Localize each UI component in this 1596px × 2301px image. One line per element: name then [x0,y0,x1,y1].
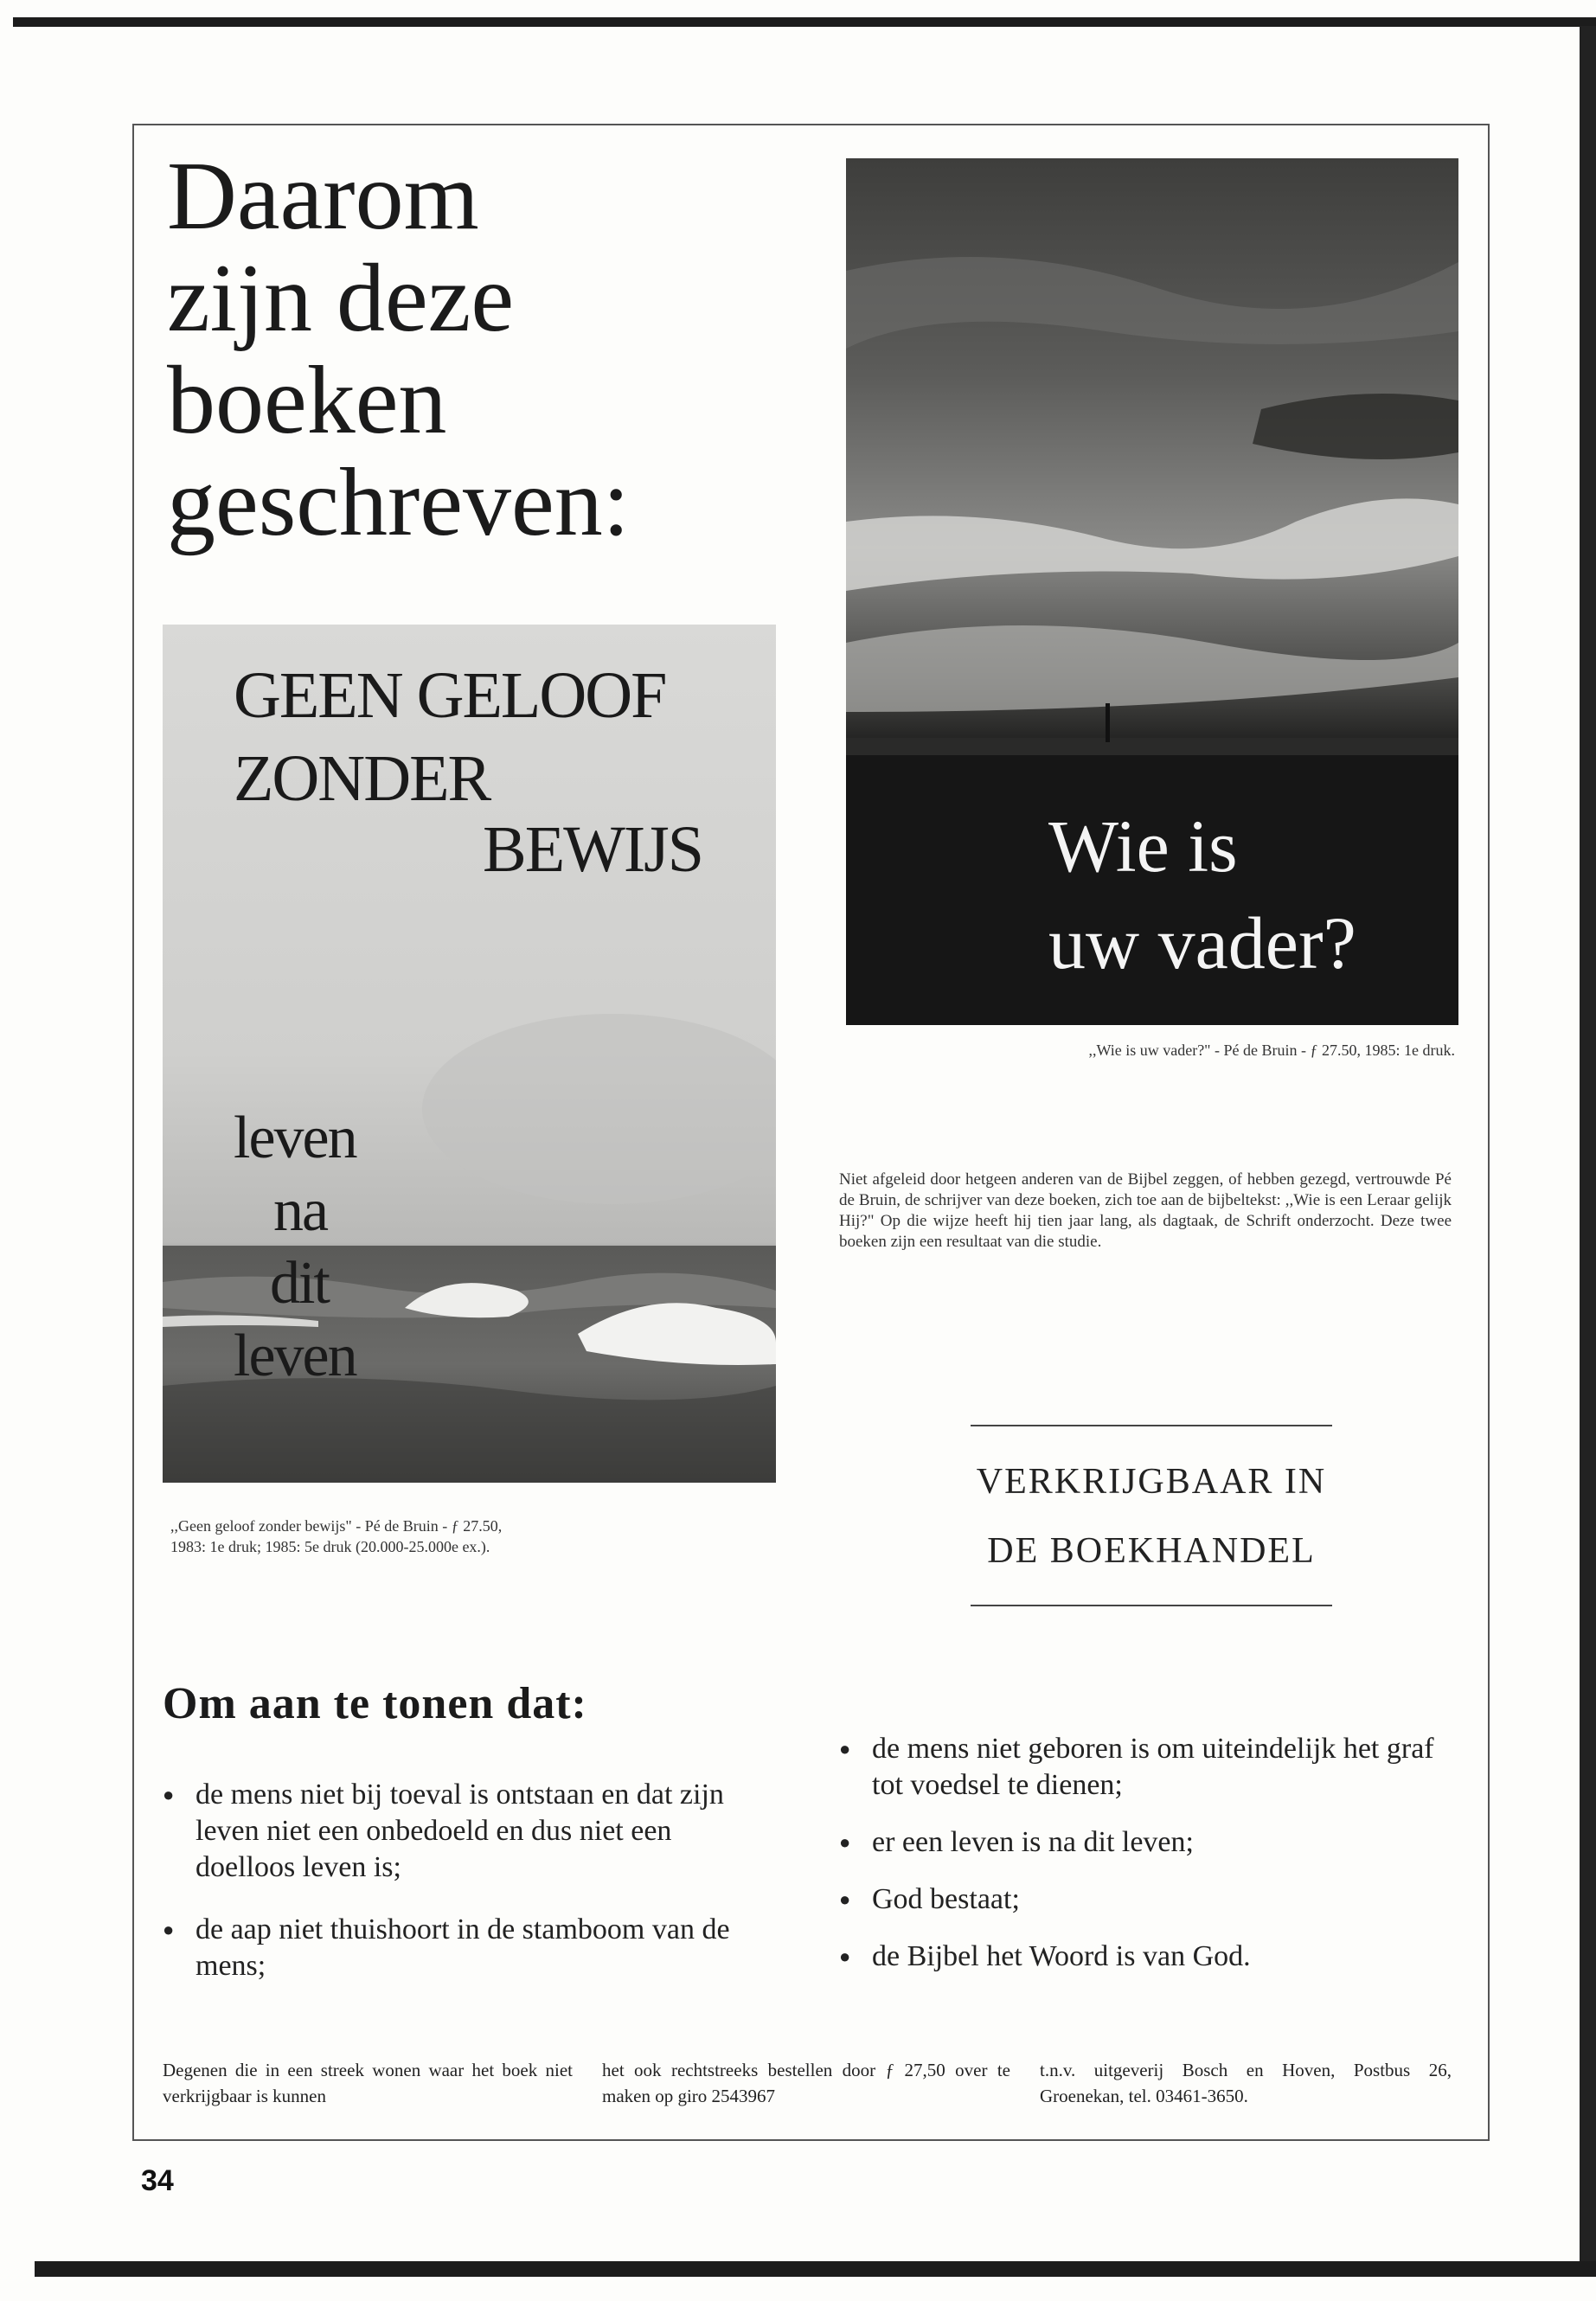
bullet-item: ● God bestaat; [839,1881,1453,1918]
bottom-rule [35,2261,1596,2277]
caption-right: ,,Wie is uw vader?" - Pé de Bruin - ƒ 27.50, 1985: 1e druk. [1088,1042,1455,1059]
headline-line: geschreven: [167,449,630,556]
availability-line: VERKRIJGBAAR IN [976,1462,1327,1502]
cover-subtitle-line: dit [270,1250,329,1317]
bullet-item: ● de mens niet geboren is om uiteindelijk het graf tot voedsel te dienen; [839,1731,1453,1804]
cover-subtitle-line: leven [234,1105,356,1171]
order-info-column: het ook rechtstreeks bestellen door ƒ 27,50 over te maken op giro 2543967 [602,2060,1010,2106]
bullet-item: ● er een leven is na dit leven; [839,1824,1453,1861]
description-paragraph: Niet afgeleid door hetgeen anderen van de Bijbel zeggen, of hebben gezegd, vertrouwde Pé de Bruin, de schrijver van deze boeken, zich toe aan de bijbeltekst: ,,Wie is een Leraar gelijk Hij?" Op die wijze heeft hij tien jaar lang, als dagtaak, de Schrift onderzocht. Deze twee boeken zijn een resultaat van die studie. [839,1170,1452,1251]
cover-title-line: GEEN GELOOF [234,659,666,732]
headline [167,145,630,554]
cover-title-line: uw vader? [1048,901,1356,984]
headline-line: Daarom [167,143,479,250]
caption-line: ,,Geen geloof zonder bewijs" - Pé de Bruin - ƒ 27.50, [170,1517,503,1535]
caption-left [170,1516,502,1557]
cover-title-line: ZONDER [234,742,490,815]
page-number: 34 [141,2164,174,2197]
cover-title-line: BEWIJS [483,813,702,886]
availability-line: DE BOEKHANDEL [987,1531,1316,1571]
bullet-list-right [839,1731,1453,1996]
subheading: Om aan te tonen dat: [163,1679,587,1728]
cover-subtitle-line: leven [234,1323,356,1389]
top-rule [13,17,1596,27]
caption-line: 1983: 1e druk; 1985: 5e druk (20.000-25.000e ex.). [170,1538,490,1555]
bullet-item: ● de aap niet thuishoort in de stamboom van de mens; [163,1912,775,1984]
scan-edge [1580,26,1596,2275]
availability-box [971,1425,1332,1606]
bullet-item: ● de mens niet bij toeval is ontstaan en dat zijn leven niet een onbedoeld en dus niet een doelloos leven is; [163,1777,775,1886]
book-cover-geen-geloof [163,625,776,1483]
order-info-column: Degenen die in een streek wonen waar het boek niet verkrijgbaar is kunnen [163,2060,573,2106]
order-info-column: t.n.v. uitgeverij Bosch en Hoven, Postbus 26, Groenekan, tel. 03461-3650. [1040,2060,1452,2106]
headline-line: zijn deze [167,245,515,352]
bullet-list-left [163,1777,775,2010]
book-cover-wie-is-uw-vader [846,158,1458,1025]
bullet-item: ● de Bijbel het Woord is van God. [839,1939,1453,1975]
cover-title-line: Wie is [1048,804,1238,888]
cover-subtitle-line: na [273,1177,328,1244]
headline-line: boeken [167,347,447,454]
